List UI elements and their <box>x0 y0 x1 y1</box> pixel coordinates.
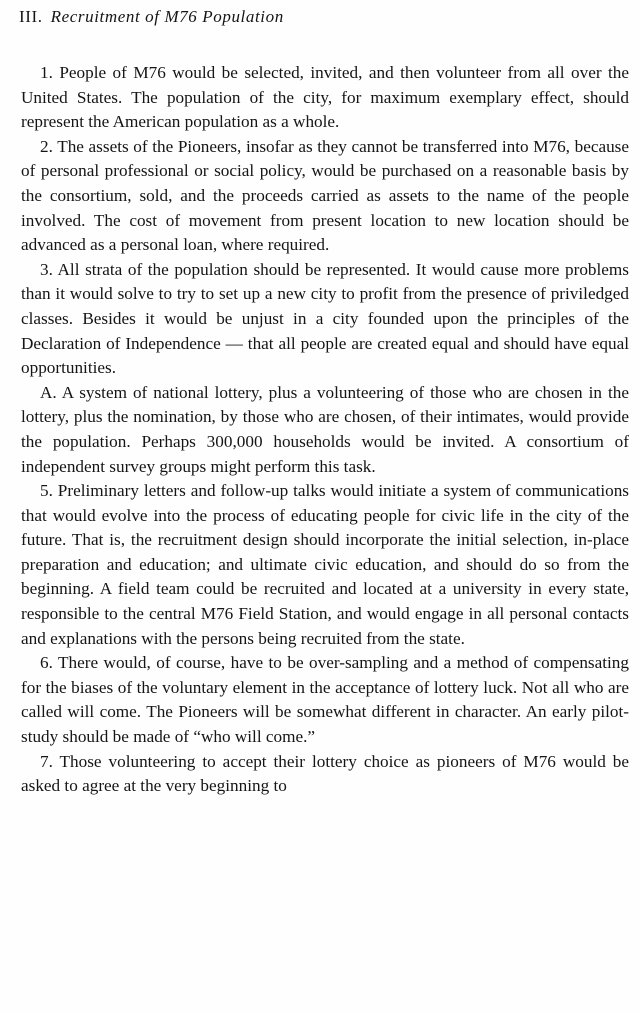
paragraph-5: 5. Preliminary letters and follow-up talks would initiate a system of communications that would evolve into the process of educating people for civic life in the city of the future. That is, the recruitment design should incorporate the initial selection, in-place preparation and education; and ultimate civic education, and should do so from the beginning. A field team could be recruited and located at a university in every state, responsible to the central M76 Field Station, and would engage in all personal contacts and explanations with the persons being recruited from the state. <box>21 481 629 648</box>
paragraph-1: 1. People of M76 would be selected, invited, and then volunteer from all over the United States. The population of the city, for maximum exemplary effect, should represent the American population as a whole. <box>21 63 629 132</box>
document-body <box>21 61 629 799</box>
paragraph-6: 6. There would, of course, have to be over-sampling and a method of compensating for the biases of the voluntary element in the acceptance of lottery luck. Not all who are called will come. The Pioneers will be somewhat different in character. An early pilot-study should be made of “who will come.” <box>21 653 629 747</box>
section-title: Recruitment of M76 Population <box>50 7 284 26</box>
paragraph-7: 7. Those volunteering to accept their lottery choice as pioneers of M76 would be asked to agree at the very beginning to <box>21 751 629 796</box>
paragraph-2: 2. The assets of the Pioneers, insofar as they cannot be transferred into M76, because of personal professional or social policy, would be purchased on a reasonable basis by the consortium, sold, and the proceeds carried as assets to the name of the people involved. The cost of movement from present location to new location should be advanced as a personal loan, where required. <box>21 136 629 255</box>
section-number: III. <box>19 7 43 26</box>
section-heading <box>19 6 284 28</box>
paragraph-3: 3. All strata of the population should be represented. It would cause more problems than it would solve to try to set up a new city to profit from the presence of priviledged classes. Besides it would be unjust in a city founded upon the principles of the Declaration of Independence — that all people are created equal and should have equal opportunities. <box>21 259 629 378</box>
paragraph-4: A. A system of national lottery, plus a volunteering of those who are chosen in the lottery, plus the nomination, by those who are chosen, of their intimates, would provide the population. Perhaps 300,000 households would be invited. A consortium of independent survey groups might perform this task. <box>21 382 629 476</box>
